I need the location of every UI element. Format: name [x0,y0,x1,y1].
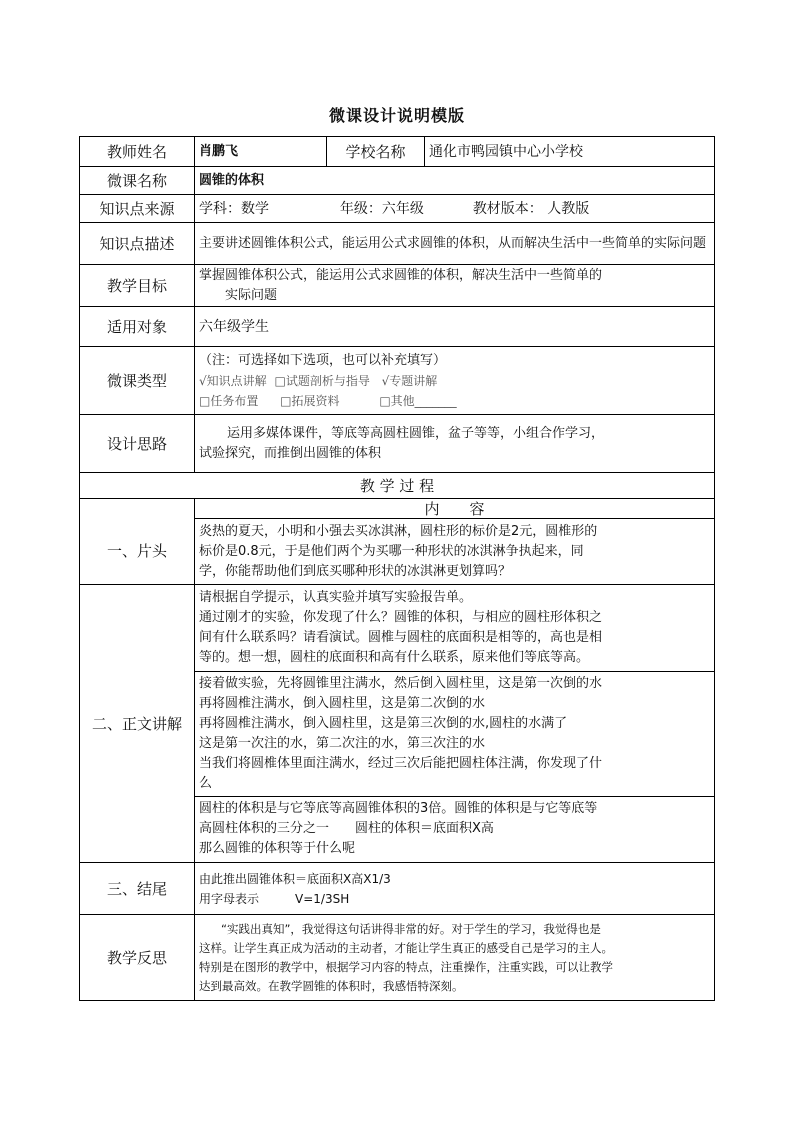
source-edition-label: 教材版本： [472,200,543,217]
content-line: 由此推出圆锥体积＝底面积X高X1/3 [199,871,391,886]
school-name: 通化市鸭园镇中心小学校 [425,137,715,167]
source-cell [195,195,715,223]
design-label: 设计思路 [80,415,195,473]
content-line: 通过刚才的实验，你发现了什么？圆锥的体积，与相应的圆柱形体积之 [199,610,603,625]
goal-line: 掌握圆锥体积公式，能运用公式求圆锥的体积，解决生活中一些简单的 [199,267,603,283]
type-option: √专题讲解 [381,373,438,388]
section-2-label: 二、正文讲解 [80,585,195,863]
type-cell [195,347,715,415]
content-line: 用字母表示 V=1/3SH [199,891,350,906]
section-3-label: 三、结尾 [80,863,195,915]
content-line: 达到最高效。在教学圆锥的体积时，我感悟特深刻。 [199,978,464,993]
content-line: 请根据自学提示，认真实验并填写实验报告单。 [199,590,473,605]
process-header: 教 学 过 程 [80,473,715,499]
reflection-label: 教学反思 [80,915,195,1001]
design-line: 运用多媒体课件，等底等高圆柱圆锥，盆子等等，小组合作学习， [227,425,605,441]
content-line: 那么圆锥的体积等于什么呢 [199,841,356,856]
type-option: □拓展资料 [280,393,340,408]
course-label: 微课名称 [80,167,195,195]
desc-label: 知识点描述 [80,223,195,265]
content-line: 炎热的夏天，小明和小强去买冰淇淋，圆柱形的标价是2元，圆椎形的 [199,523,598,539]
content-line: 等的。想一想，圆柱的底面积和高有什么联系，原来他们等底等高。 [199,650,590,665]
course-name: 圆锥的体积 [195,167,715,195]
teacher-label: 教师姓名 [80,137,195,167]
school-label: 学校名称 [327,137,425,167]
source-subject: 学科：数学 [199,200,269,217]
teacher-name: 肖鹏飞 [195,137,327,167]
content-line: 这是第一次注的水，第二次注的水，第三次注的水 [199,736,486,751]
section-1-content [195,519,715,585]
section-3-content [195,863,715,915]
type-option: □其他_______ [379,393,457,408]
content-line: 标价是0.8元，于是他们两个为买哪一种形状的冰淇淋争执起来，同 [199,543,584,559]
design-line: 试验探究，而推倒出圆锥的体积 [199,445,382,461]
type-note: （注：可选择如下选项，也可以补充填写） [199,352,447,368]
type-option: √知识点讲解 [199,373,267,388]
section-2-content [195,585,715,863]
design-cell [195,415,715,473]
content-line: 接着做实验，先将圆锥里注满水，然后倒入圆柱里，这是第一次倒的水 [199,676,603,691]
content-line: 当我们将圆椎体里面注满水，经过三次后能把圆柱体注满，你发现了什 [199,756,603,771]
source-edition: 人教版 [547,200,590,217]
type-option: □任务布置 [199,393,259,408]
content-line: 学，你能帮助他们到底买哪种形状的冰淇淋更划算吗？ [199,563,512,579]
content-line: 么 [199,776,213,791]
target-text: 六年级学生 [195,307,715,347]
goal-cell [195,265,715,307]
goal-line: 实际问题 [225,287,278,303]
type-label: 微课类型 [80,347,195,415]
page-title: 微课设计说明模版 [328,106,465,125]
content-line: 这样。让学生真正成为活动的主动者，才能让学生真正的感受自己是学习的主人。 [199,940,613,955]
content-line: “实践出真知”，我觉得这句话讲得非常的好。对于学生的学习，我觉得也是 [221,921,601,936]
desc-text: 主要讲述圆锥体积公式，能运用公式求圆锥的体积，从而解决生活中一些简单的实际问题 [195,223,715,265]
source-grade: 年级：六年级 [339,200,424,217]
reflection-content [195,915,715,1001]
target-label: 适用对象 [80,307,195,347]
goal-label: 教学目标 [80,265,195,307]
content-line: 圆柱的体积是与它等底等高圆锥体积的3倍。圆锥的体积是与它等底等 [199,801,598,816]
content-line: 间有什么联系吗？请看演试。圆椎与圆柱的底面积是相等的，高也是相 [199,630,603,645]
content-line: 特别是在图形的教学中，根据学习内容的特点，注重操作，注重实践，可以让教学 [199,959,613,974]
section-1-label: 一、片头 [80,519,195,585]
content-header: 内 容 [195,499,715,519]
lesson-design-table [79,136,715,1001]
content-line: 再将圆椎注满水，倒入圆柱里，这是第二次倒的水 [199,696,486,711]
content-line: 高圆柱体积的三分之一 圆柱的体积＝底面积X高 [199,821,494,836]
type-option: □试题剖析与指导 [274,373,370,388]
source-label: 知识点来源 [80,195,195,223]
content-line: 再将圆椎注满水，倒入圆柱里，这是第三次倒的水,圆柱的水满了 [199,716,568,731]
